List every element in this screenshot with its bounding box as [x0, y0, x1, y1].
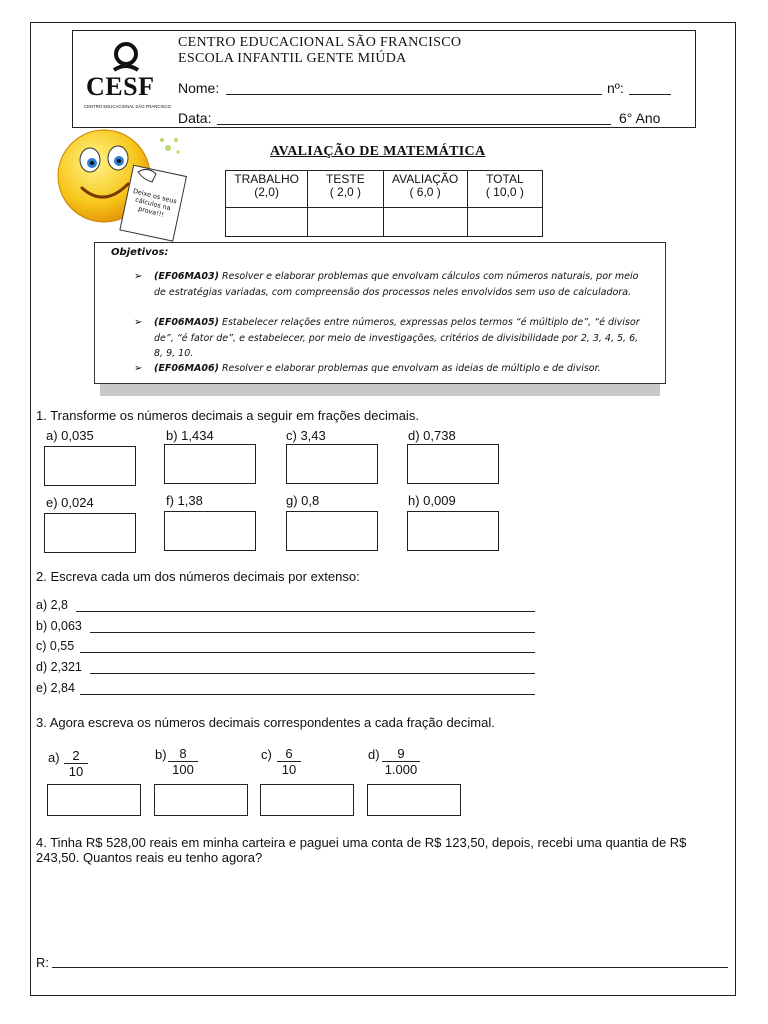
- q2-item-label: b) 0,063: [36, 619, 82, 633]
- grade-cell-total[interactable]: [467, 208, 542, 237]
- q1-answer-box[interactable]: [407, 511, 499, 551]
- grade-col-total: TOTAL ( 10,0 ): [467, 171, 542, 208]
- q3-item-label: c): [261, 747, 272, 762]
- grade-cell-trabalho[interactable]: [226, 208, 308, 237]
- q1-answer-box[interactable]: [286, 444, 378, 484]
- grade-col-teste: TESTE ( 2,0 ): [308, 171, 383, 208]
- q1-answer-box[interactable]: [407, 444, 499, 484]
- q3-prompt: 3. Agora escreva os números decimais correspondentes a cada fração decimal.: [36, 715, 495, 730]
- number-label: nº:: [607, 80, 624, 96]
- grade-col-avaliacao: AVALIAÇÃO ( 6,0 ): [383, 171, 467, 208]
- objectives-title: Objetivos:: [111, 247, 169, 258]
- q3-answer-box[interactable]: [260, 784, 354, 816]
- q2-answer-line[interactable]: [90, 620, 535, 633]
- grades-table: [225, 170, 543, 237]
- logo-text: CESF: [86, 72, 155, 101]
- q3-fraction: $\frac{6}{10}$: [277, 746, 301, 777]
- q3-item-label: b): [155, 747, 167, 762]
- number-field[interactable]: [629, 80, 671, 95]
- objective-item: ➢ (EF06MA05) Estabelecer relações entre números, expressas pelos termos “é múltiplo de”, “é divisor de”, “é fator de”, e estabelecer, por meio de investigações, critérios de divisibilidade por 2, 3, 4, 5, 6, 8, 9, 10.: [134, 317, 640, 359]
- q1-item-label: h) 0,009: [408, 493, 456, 508]
- q2-item-label: c) 0,55: [36, 639, 75, 653]
- q3-fraction: $\frac{8}{100}$: [168, 746, 198, 777]
- q4-answer-line[interactable]: [52, 955, 728, 968]
- name-field[interactable]: [226, 80, 602, 95]
- q1-item-label: b) 1,434: [166, 428, 214, 443]
- arrow-bullet-icon: ➢: [134, 363, 143, 374]
- q1-answer-box[interactable]: [286, 511, 378, 551]
- q3-answer-box[interactable]: [154, 784, 248, 816]
- arrow-bullet-icon: ➢: [134, 271, 143, 282]
- logo-subtext: CENTRO EDUCACIONAL SÃO FRANCISCO: [84, 104, 171, 109]
- q3-item-label: d): [368, 747, 380, 762]
- smiley-mascot: [52, 126, 198, 252]
- arrow-bullet-icon: ➢: [134, 317, 143, 328]
- q1-item-label: a) 0,035: [46, 428, 94, 443]
- date-field[interactable]: [217, 110, 611, 125]
- q2-answer-line[interactable]: [80, 682, 535, 695]
- q1-item-label: g) 0,8: [286, 493, 320, 508]
- exam-title: AVALIAÇÃO DE MATEMÁTICA: [270, 144, 486, 159]
- grade-label: 6° Ano: [619, 110, 661, 126]
- q1-answer-box[interactable]: [164, 511, 256, 551]
- grade-cell-teste[interactable]: [308, 208, 383, 237]
- q4-answer-label: R:: [36, 955, 49, 970]
- name-label: Nome:: [178, 80, 220, 96]
- smiley-face-icon: [52, 126, 198, 252]
- q2-item-label: a) 2,8: [36, 598, 68, 612]
- objective-item: ➢ (EF06MA03) Resolver e elaborar problemas que envolvam cálculos com números naturais, por meio de estratégias variadas, com compreensão dos processos neles envolvidos sem uso de calculadora.: [134, 271, 639, 298]
- q1-answer-box[interactable]: [44, 513, 136, 553]
- grade-cell-avaliacao[interactable]: [383, 208, 467, 237]
- q3-fraction: $\frac{2}{10}$: [64, 748, 88, 779]
- grade-col-trabalho: TRABALHO (2,0): [226, 171, 308, 208]
- q1-answer-box[interactable]: [44, 446, 136, 486]
- q1-answer-box[interactable]: [164, 444, 256, 484]
- q2-answer-line[interactable]: [80, 640, 535, 653]
- q3-fraction: $\frac{9}{1.000}$: [382, 746, 420, 777]
- q1-item-label: d) 0,738: [408, 428, 456, 443]
- school-logo: [84, 40, 171, 112]
- q3-answer-box[interactable]: [47, 784, 141, 816]
- q1-item-label: f) 1,38: [166, 493, 203, 508]
- objective-item: ➢ (EF06MA06) Resolver e elaborar problemas que envolvam as ideias de múltiplo e de divisor.: [154, 361, 650, 377]
- q3-answer-box[interactable]: [367, 784, 461, 816]
- school-name: CENTRO EDUCACIONAL SÃO FRANCISCO: [178, 35, 462, 50]
- date-label: Data:: [178, 110, 212, 126]
- sign-text: Deixe os seus cálculos na prova!!!: [132, 186, 178, 219]
- q2-answer-line[interactable]: [90, 661, 535, 674]
- q1-prompt: 1. Transforme os números decimais a seguir em frações decimais.: [36, 408, 419, 423]
- q1-item-label: c) 3,43: [286, 428, 326, 443]
- q3-item-label: a): [48, 750, 60, 765]
- school-subname: ESCOLA INFANTIL GENTE MIÚDA: [178, 51, 407, 66]
- q4-prompt: 4. Tinha R$ 528,00 reais em minha carteira e paguei uma conta de R$ 123,50, depois, recebi uma quantia de R$ 243,50. Quantos reais eu tenho agora?: [36, 835, 687, 865]
- q2-item-label: d) 2,321: [36, 660, 82, 674]
- q2-answer-line[interactable]: [76, 599, 535, 612]
- q2-prompt: 2. Escreva cada um dos números decimais por extenso:: [36, 569, 360, 584]
- q1-item-label: e) 0,024: [46, 495, 94, 510]
- q2-item-label: e) 2,84: [36, 681, 75, 695]
